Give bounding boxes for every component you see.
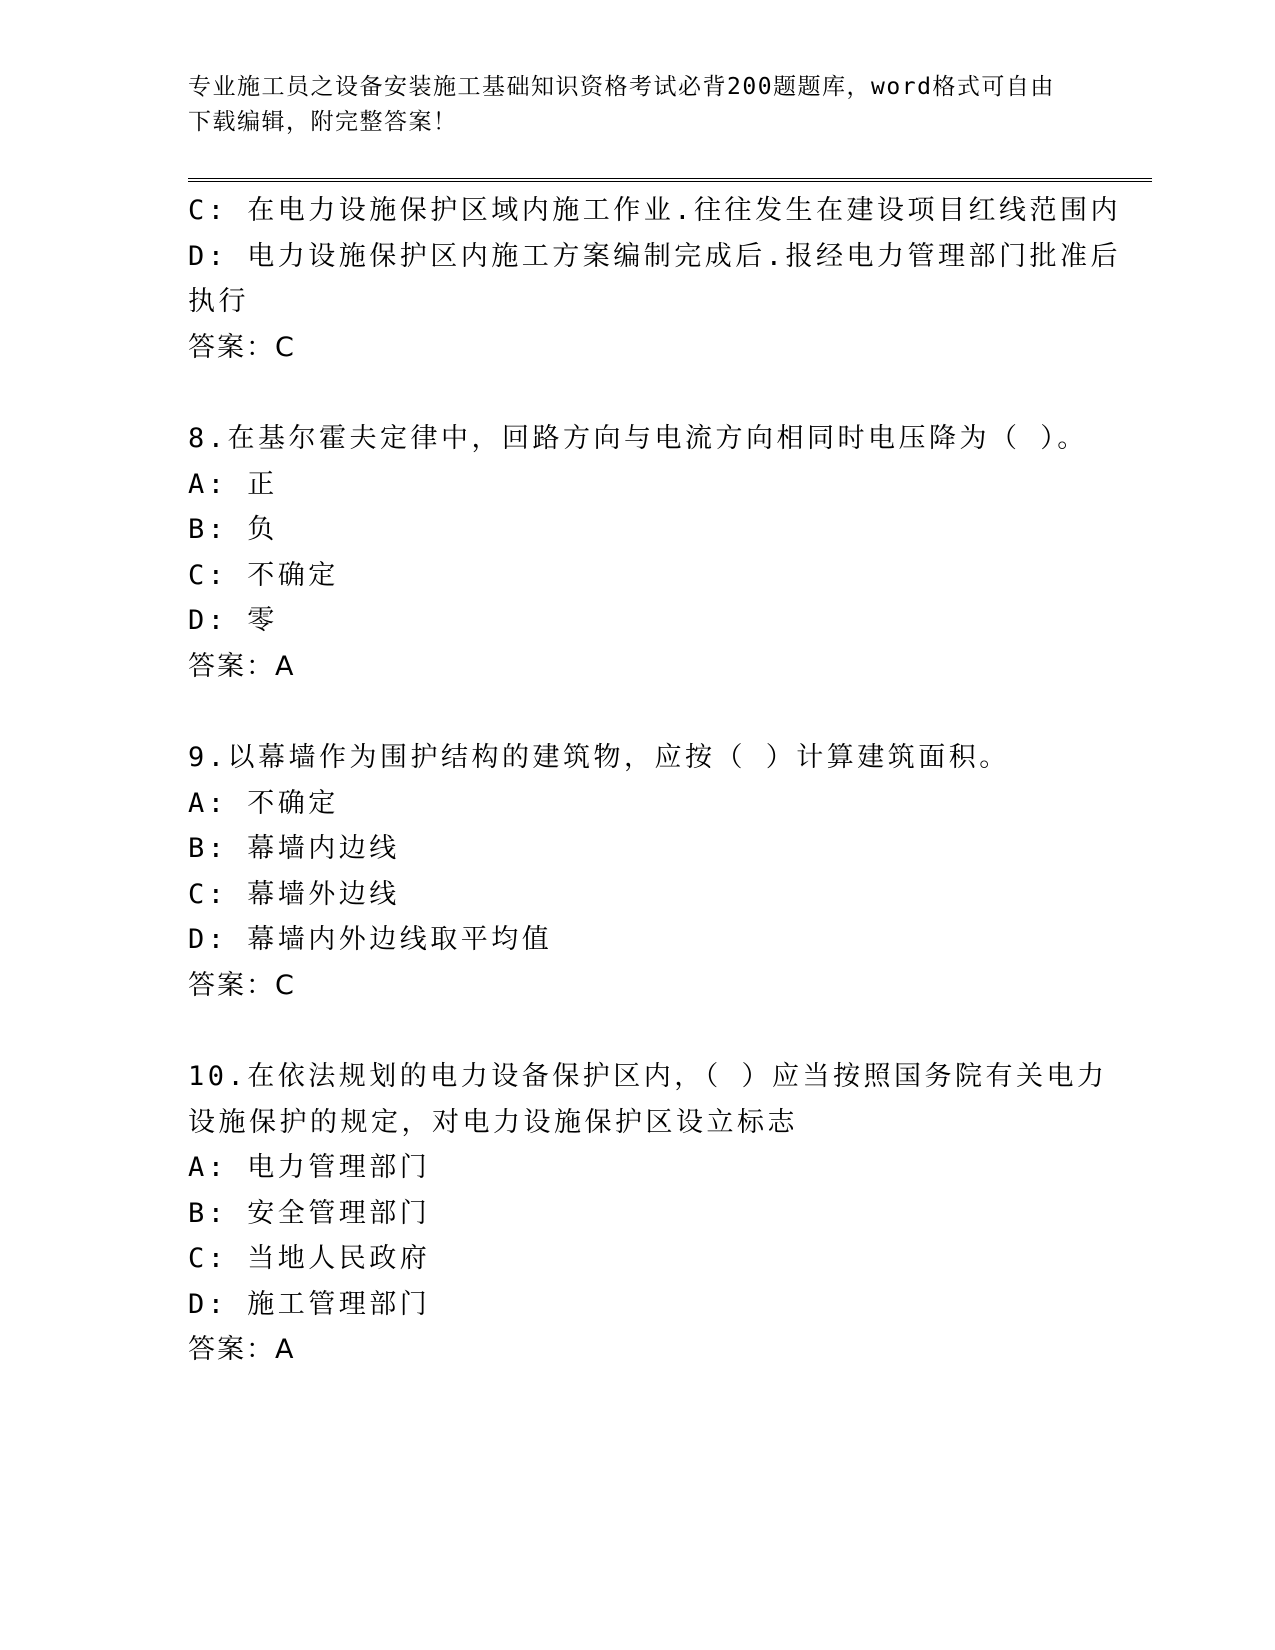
option-b: B: 安全管理部门 [188,1197,431,1229]
header-title-line-1: 专业施工员之设备安装施工基础知识资格考试必背200题题库，word格式可自由 [188,74,1055,100]
header-title-line-2: 下载编辑，附完整答案！ [188,109,458,135]
question-content [188,188,1122,1373]
option-c: C: 幕墙外边线 [188,878,400,910]
option-d-continued: 执行 [188,286,249,317]
option-b: B: 幕墙内边线 [188,833,400,864]
question-stem: 10.在依法规划的电力设备保护区内，（ ）应当按照国务院有关电力 [188,1061,1108,1092]
option-a: A: 电力管理部门 [188,1152,431,1183]
question-spacer [188,1008,1068,1054]
option-d: D: 施工管理部门 [188,1288,431,1320]
answer-line: 答案：C [188,969,296,1001]
option-d: D: 电力设施保护区内施工方案编制完成后.报经电力管理部门批准后 [188,240,1122,272]
option-c: C: 在电力设施保护区域内施工作业.往往发生在建设项目红线范围内 [188,195,1122,226]
option-c: C: 不确定 [188,559,339,591]
document-header [188,70,1068,140]
question-spacer [188,689,1068,735]
option-b: B: 负 [188,514,278,545]
option-c: C: 当地人民政府 [188,1243,431,1274]
question-10 [188,1054,1108,1373]
answer-line: 答案：C [188,331,296,363]
option-a: A: 不确定 [188,787,339,819]
previous-question-continuation [188,188,1122,370]
question-spacer [188,370,1068,416]
option-d: D: 零 [188,605,278,636]
option-a: A: 正 [188,468,278,500]
question-stem-continued: 设施保护的规定，对电力设施保护区设立标志 [188,1106,798,1138]
answer-line: 答案：A [188,1334,296,1365]
answer-line: 答案：A [188,650,296,682]
header-double-rule [188,178,1152,182]
option-d: D: 幕墙内外边线取平均值 [188,924,553,955]
question-8 [188,416,1088,689]
question-stem: 9.以幕墙作为围护结构的建筑物，应按（ ）计算建筑面积。 [188,742,1010,773]
question-stem: 8.在基尔霍夫定律中，回路方向与电流方向相同时电压降为（ ）。 [188,423,1088,454]
question-9 [188,735,1068,1008]
